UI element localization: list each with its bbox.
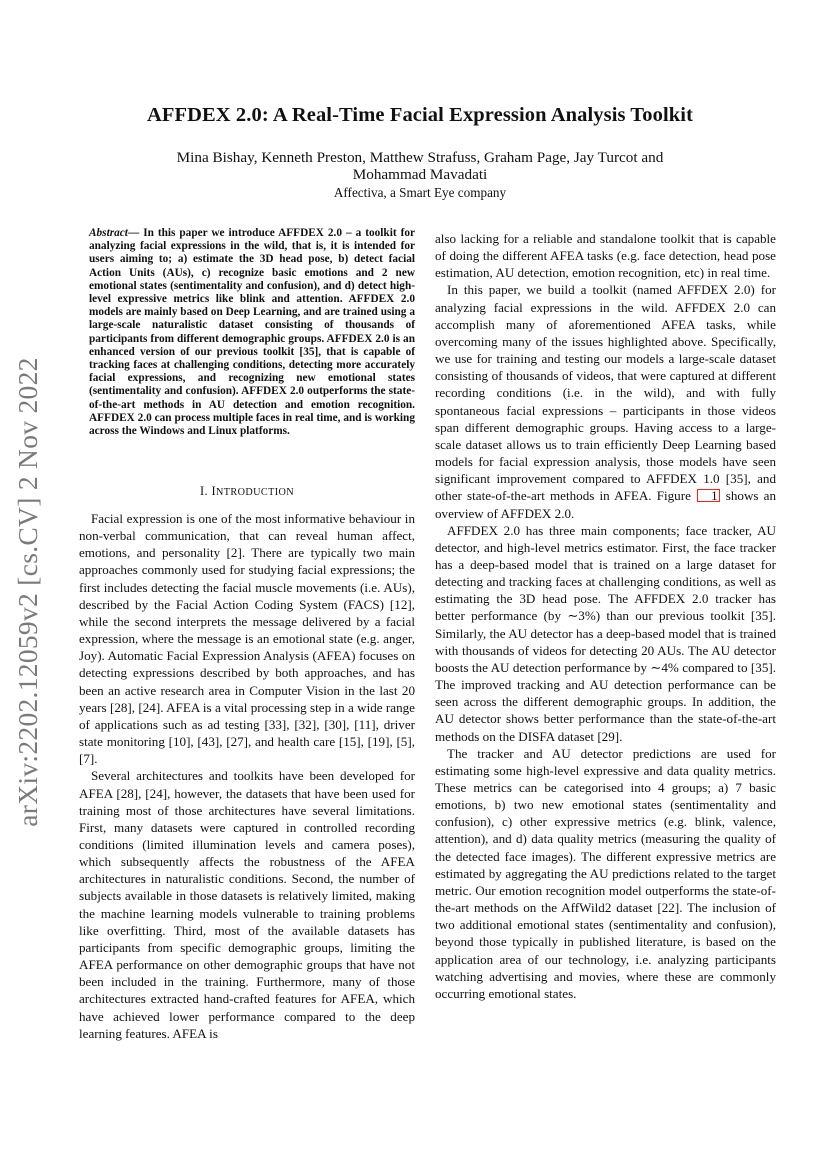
- paper-title: AFFDEX 2.0: A Real-Time Facial Expression Analysis Toolkit: [146, 104, 694, 126]
- right-column-body: [435, 230, 776, 1002]
- paragraph: [435, 281, 776, 521]
- paragraph: The tracker and AU detector predictions are used for estimating some high-level expressive and data quality metrics. These metrics can be categorised into 4 groups; a) 7 basic emotions, b) two new emotional states (sentimentality and confusion), c) other expressive metrics (e.g. blink, valence, attention), and d) data quality metrics (measuring the quality of the detected face images). The different expressive metrics are estimated by aggregating the AU predictions related to the target metric. Our emotion recognition model outperforms the state-of-the-art methods on the AffWild2 dataset [22]. The inclusion of two additional emotional states (sentimentality and confusion), beyond those typically in published literature, is based on the application area of our technology, i.e. analyzing participants watching advertising and movies, where these are commonly occurring emotional states.: [435, 745, 776, 1001]
- figure-reference-link[interactable]: 1: [697, 489, 720, 502]
- paragraph: Several architectures and toolkits have been developed for AFEA [28], [24], however, the datasets that have been used for training most of those architectures have several limitations. First, many datasets were captured in controlled recording conditions (limited illumination levels and camera poses), which subsequently affects the robustness of the AFEA architectures in naturalistic conditions. Second, the number of subjects available in those datasets is relatively limited, making the machine learning models vulnerable to training problems like overfitting. Third, most of the available datasets has participants from specific demographic groups, limiting the AFEA performance on other demographic groups that have not been included in the training. Furthermore, many of those architectures extracted hand-crafted features for AFEA, which have achieved lower performance compared to the deep learning features. AFEA is: [79, 768, 415, 1041]
- section-title-initial: I: [211, 484, 217, 498]
- paragraph: Facial expression is one of the most informative behaviour in non-verbal communication, that can reveal human affect, emotions, and personality [2]. There are typically two main approaches commonly used for studying facial expressions; the first includes detecting the facial muscle movements (i.e. AUs), described by the Facial Action Coding System (FACS) [12], while the second interprets the message delivered by a facial expression, where the message is an emotional state (e.g. anger, Joy). Automatic Facial Expression Analysis (AFEA) focuses on detecting expressions described by both approaches, and has been an active research area in Computer Vision in the last 20 years [28], [24]. AFEA is a vital processing step in a wide range of applications such as ad testing [33], [32], [30], [11], driver state monitoring [10], [43], [27], and health care [15], [19], [5], [7].: [79, 511, 415, 767]
- arxiv-stamp: [2, 0, 54, 1171]
- affiliation: Affectiva, a Smart Eye company: [333, 185, 507, 200]
- paragraph-text: In this paper, we build a toolkit (named AFFDEX 2.0) for analyzing facial expressions in the wild. AFFDEX 2.0 can accomplish many of aforementioned AFEA tasks, while overcoming many of the issues highlighted above. Specifically, we use for training and testing our models a large-scale dataset consisting of thousands of videos, that were captured at different recording conditions (i.e. in the wild), and with fully spontaneous facial expressions – participants in those videos span different demographic groups. Having access to a large-scale dataset allows us to train efficiently Deep Learning based models for facial expression analysis, those models have seen significant improvement compared to AFFDEX 1.0 [35], and other state-of-the-art methods in AFEA. Figure: [435, 282, 776, 504]
- paragraph: also lacking for a reliable and standalone toolkit that is capable of doing the different AFEA tasks (e.g. face detection, head pose estimation, AU detection, emotion recognition, etc) in real time.: [435, 231, 776, 281]
- section-number: I.: [199, 484, 208, 498]
- paragraph-text: shows an overview of AFFDEX 2.0.: [435, 488, 777, 521]
- section-title-rest: NTRODUCTION: [216, 487, 295, 498]
- abstract: [89, 227, 415, 438]
- abstract-label: Abstract: [89, 227, 128, 239]
- left-column-body: [79, 510, 415, 1042]
- section-heading-introduction: [79, 484, 415, 499]
- arxiv-identifier: arXiv:2202.12059v2 [cs.CV] 2 Nov 2022: [12, 357, 43, 827]
- author-list: Mina Bishay, Kenneth Preston, Matthew Strafuss, Graham Page, Jay Turcot and Mohammad Mavadati: [176, 149, 664, 183]
- paragraph: AFFDEX 2.0 has three main components; face tracker, AU detector, and high-level metrics estimator. First, the face tracker has a deep-based model that is trained on a large dataset for detecting and tracking faces at challenging conditions, as well as estimating the 3D head pose. The AFFDEX 2.0 tracker has better performance (by ∼3%) than our previous toolkit [35]. Similarly, the AU detector has a deep-based model that is trained with thousands of videos for detecting 20 AUs. The AU detector boosts the AU detection performance by ∼4% compared to [35]. The improved tracking and AU detection performance can be seen across the different demographic groups. In addition, the AU detector shows better performance than the state-of-the-art methods on the DISFA dataset [29].: [435, 522, 776, 744]
- abstract-text: — In this paper we introduce AFFDEX 2.0 – a toolkit for analyzing facial expressions in the wild, that is, it is intended for users aiming to; a) estimate the 3D head pose, b) detect facial Action Units (AUs), c) recognize basic emotions and 2 new emotional states (sentimentality and confusion), and d) detect high-level expressive metrics like blink and attention. AFFDEX 2.0 models are mainly based on Deep Learning, and are trained using a large-scale naturalistic dataset consisting of thousands of participants from different demographic groups. AFFDEX 2.0 is an enhanced version of our previous toolkit [35], that is capable of tracking faces at challenging conditions, detecting more accurately facial expressions, and recognizing new emotional states (sentimentality and confusion). AFFDEX 2.0 outperforms the state-of-the-art methods in AU detection and emotion recognition. AFFDEX 2.0 can process multiple faces in real time, and is working across the Windows and Linux platforms.: [89, 227, 415, 438]
